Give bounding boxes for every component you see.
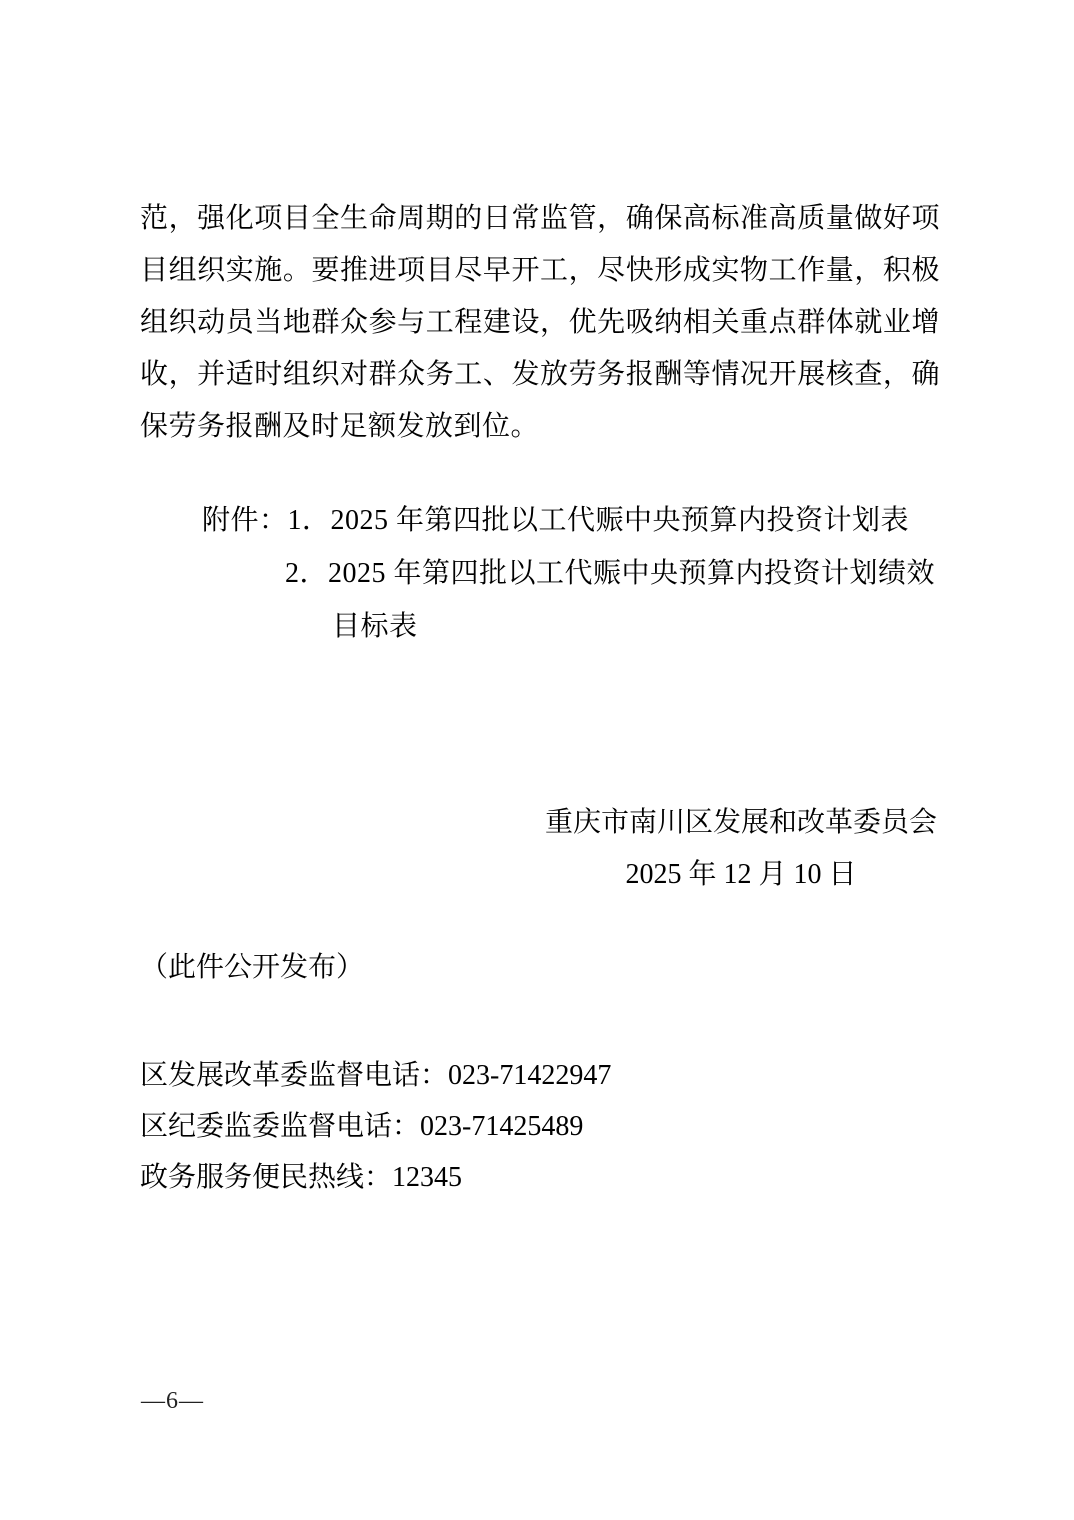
page-number: —6— [141, 1388, 204, 1414]
issue-date: 2025 年 12 月 10 日 [625, 859, 857, 890]
attachment-item-2: 2．2025 年第四批以工代赈中央预算内投资计划绩效 [285, 558, 936, 589]
service-hotline: 政务服务便民热线：12345 [140, 1162, 463, 1193]
attachment-item-1: 附件：1．2025 年第四批以工代赈中央预算内投资计划表 [202, 505, 910, 536]
attachments-block [140, 494, 980, 653]
body-paragraph [140, 193, 940, 453]
signature-block [535, 797, 947, 901]
body-line: 目组织实施。要推进项目尽早开工，尽快形成实物工作量，积极 [140, 255, 940, 286]
body-line: 保劳务报酬及时足额发放到位。 [140, 411, 540, 442]
supervision-phone-fgw: 区发展改革委监督电话：023-71422947 [140, 1060, 612, 1091]
contact-info-block [140, 1050, 611, 1203]
body-line: 范，强化项目全生命周期的日常监管，确保高标准高质量做好项 [140, 203, 940, 234]
body-line: 组织动员当地群众参与工程建设，优先吸纳相关重点群体就业增 [140, 307, 940, 338]
issuing-agency: 重庆市南川区发展和改革委员会 [544, 807, 937, 838]
publication-note: （此件公开发布） [140, 952, 365, 983]
attachment-item-2-continuation: 目标表 [332, 611, 418, 642]
supervision-phone-jwjw: 区纪委监委监督电话：023-71425489 [140, 1111, 584, 1142]
body-line: 收，并适时组织对群众务工、发放劳务报酬等情况开展核查，确 [140, 359, 940, 390]
